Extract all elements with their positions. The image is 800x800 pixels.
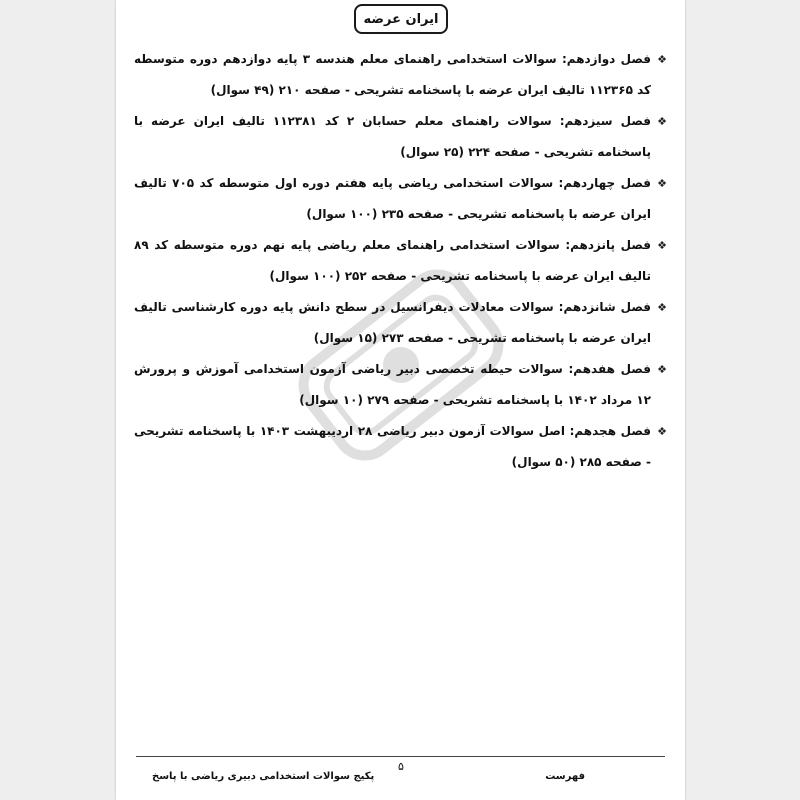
diamond-bullet-icon: ❖ [657, 425, 667, 438]
document-page [116, 0, 685, 800]
toc-item [134, 354, 669, 416]
toc-item [134, 292, 669, 354]
toc-item [134, 230, 669, 292]
header-logo [354, 4, 448, 34]
diamond-bullet-icon: ❖ [657, 53, 667, 66]
footer-title: پکیج سوالات استخدامی دبیری ریاضی با پاسخ [152, 771, 375, 782]
toc-item-text: فصل هفدهم: سوالات حیطه تخصصی دبیر ریاضی آزمون استخدامی آموزش و پرورش ۱۲ مرداد ۱۴۰۲ با پاسخنامه تشریحی - صفحه ۲۷۹ (۱۰ سوال) [134, 362, 651, 407]
footer-section: فهرست [545, 771, 585, 782]
logo-text: ایران عرضه [363, 11, 439, 27]
toc-item [134, 168, 669, 230]
toc-list [134, 44, 669, 478]
diamond-bullet-icon: ❖ [657, 239, 667, 252]
toc-item [134, 416, 669, 478]
toc-item-text: فصل چهاردهم: سوالات استخدامی ریاضی پایه هفتم دوره اول متوسطه کد ۷۰۵ تالیف ایران عرضه با پاسخنامه تشریحی - صفحه ۲۳۵ (۱۰۰ سوال) [134, 176, 651, 221]
toc-item-text: فصل هجدهم: اصل سوالات آزمون دبیر ریاضی ۲۸ اردیبهشت ۱۴۰۳ با پاسخنامه تشریحی - صفحه ۲۸۵ (۵۰ سوال) [134, 424, 652, 469]
diamond-bullet-icon: ❖ [657, 177, 667, 190]
page-number: ۵ [398, 760, 404, 773]
toc-item-text: فصل دوازدهم: سوالات استخدامی راهنمای معلم هندسه ۳ پایه دوازدهم دوره متوسطه کد ۱۱۲۳۶۵ تالیف ایران عرضه با پاسخنامه تشریحی - صفحه ۲۱۰ (۴۹ سوال) [134, 52, 652, 97]
diamond-bullet-icon: ❖ [657, 301, 667, 314]
diamond-bullet-icon: ❖ [657, 363, 667, 376]
toc-item-text: فصل پانزدهم: سوالات استخدامی راهنمای معلم ریاضی پایه نهم دوره متوسطه کد ۸۹ تالیف ایران عرضه با پاسخنامه تشریحی - صفحه ۲۵۲ (۱۰۰ سوال) [134, 238, 651, 283]
toc-item-text: فصل شانزدهم: سوالات معادلات دیفرانسیل در سطح دانش پایه دوره کارشناسی تالیف ایران عرضه با پاسخنامه تشریحی - صفحه ۲۷۳ (۱۵ سوال) [134, 300, 651, 345]
toc-item-text: فصل سیزدهم: سوالات راهنمای معلم حسابان ۲ کد ۱۱۲۳۸۱ تالیف ایران عرضه با پاسخنامه تشریحی - صفحه ۲۲۴ (۲۵ سوال) [134, 114, 652, 159]
diamond-bullet-icon: ❖ [657, 115, 667, 128]
toc-item [134, 44, 669, 106]
footer-divider [136, 756, 665, 757]
toc-item [134, 106, 669, 168]
